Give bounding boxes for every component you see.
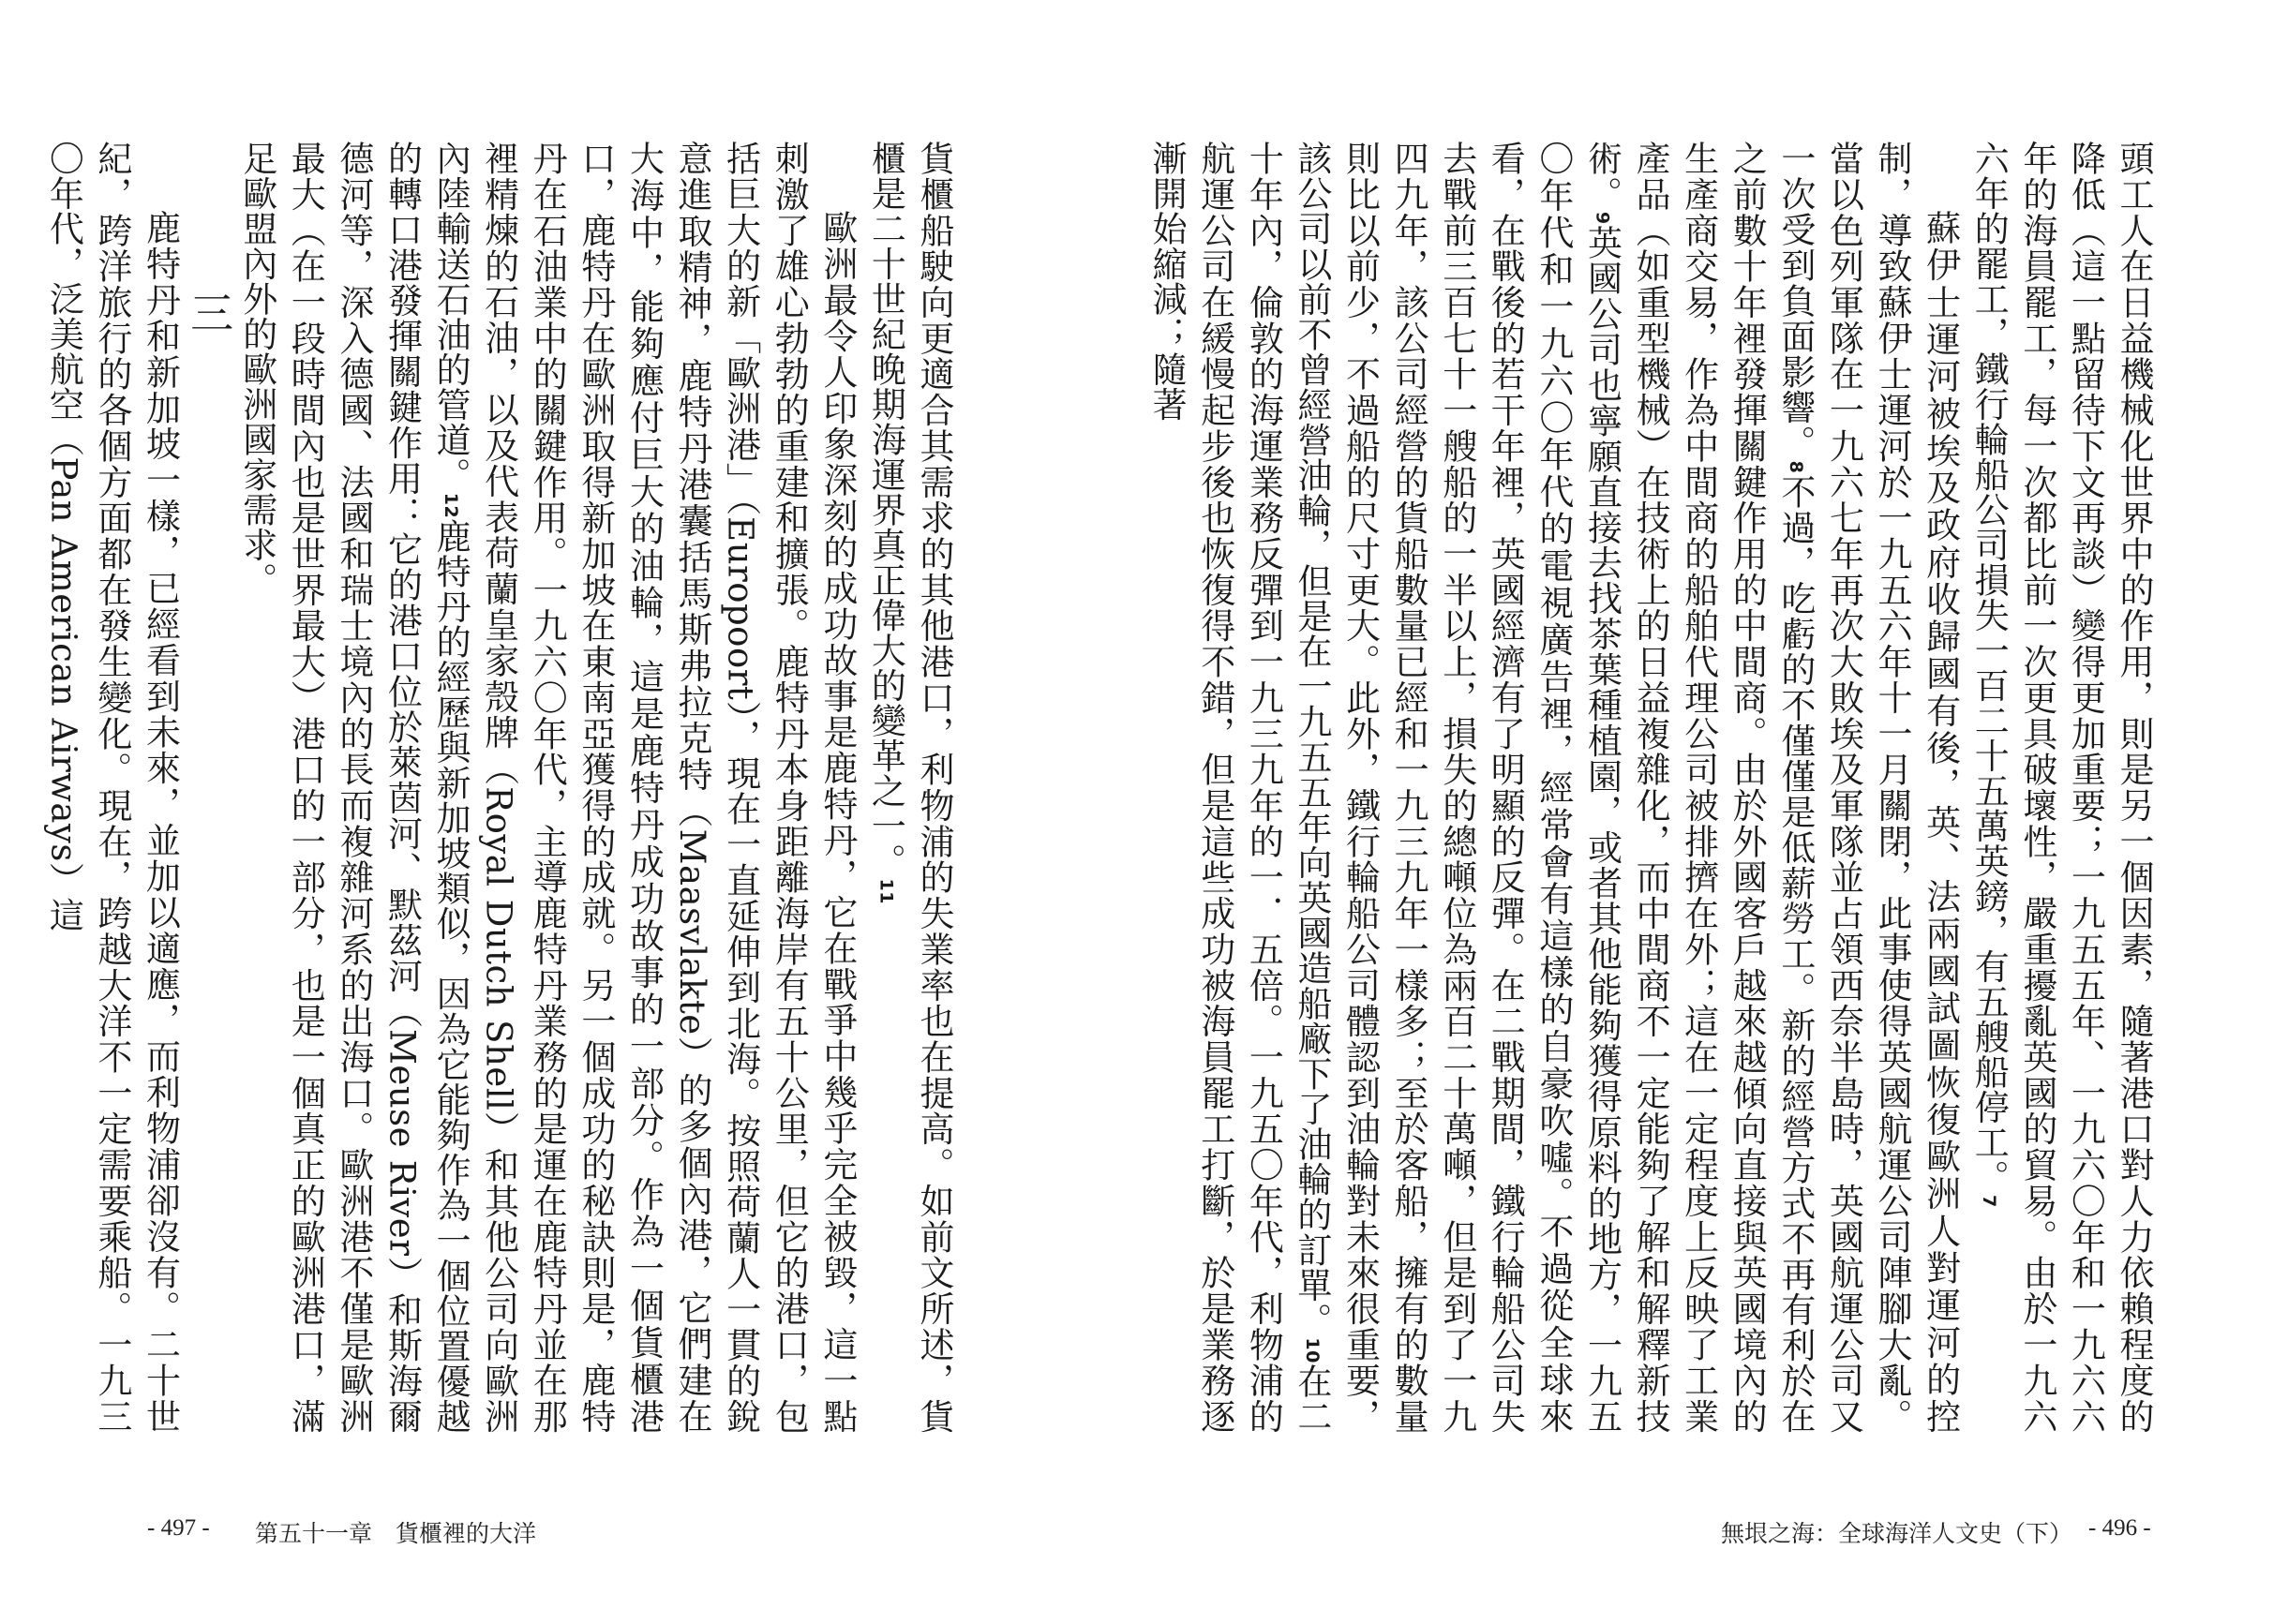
right-page-body [1146,141,2158,1435]
footnote-marker: 12 [441,492,462,519]
paragraph-text: 貨櫃船駛向更適合其需求的其他港口，利物浦的失業率也在提高。如前文所述，貨櫃是二十世紀晚期海運界真正偉大的變革之一。 [865,141,954,1434]
section-heading: 三 [184,291,235,334]
left-page-body [43,141,958,1435]
paragraph [1965,141,2158,1434]
running-head: 第五十一章 貨櫃裡的大洋 [255,1522,537,1547]
paragraph-text-continued: 不過，吃虧的不僅僅是低薪勞工。新的經營方式不再有利於在之前數十年裡發揮關鍵作用的中間商。由於外國客戶越來越傾向直接與英國境內的生產商交易，作為中間商的船舶代理公司被排擠在外；這在一定程度上反映了工業產品（如重型機械）在技術上的日益複雜化，而中間商不一定能夠了解和解釋新技術。 [1581,141,1816,1435]
footnote-marker: 10 [1301,1337,1323,1363]
paragraph-text-continued: 英國公司也寧願直接去找茶葉種植園，或者其他能夠獲得原料的地方，一九五〇年代和一九六〇年代的電視廣告裡，經常會有這樣的自豪吹噓。不過從全球來看，在戰後的若干年裡，英國經濟有了明顯的反彈。在二戰期間，鐵行輪船公司失去戰前三百七十一艘船的一半以上，損失的總噸位為兩百二十萬噸，但是到了一九四九年，該公司經營的貨船數量已經和一九三九年一樣多；至於客船，擁有的數量則比以前少，不過船的尺寸更大。此外，鐵行輪船公司體認到油輪對未來很重要，該公司以前不曾經營油輪，但是在一九五五年向英國造船廠下了油輪的訂單。 [1291,141,1623,1435]
paragraph [1143,141,1965,1434]
paragraph [861,141,958,1434]
paragraph-text-continued: 鹿特丹的經歷與新加坡類似，因為它能夠作為一個位置優越的轉口港發揮關鍵作用：它的港口位於萊茵河、默茲河（Meuse River）和斯海爾德河等，深入德國、法國和瑞士境內的長而複雜河系的出海口。歐洲港不僅是歐洲最大（在一段時間內也是世界最大）港口的一部分，也是一個真正的歐洲港口，滿足歐盟內外的歐洲國家需求。 [236,141,471,1435]
right-page [1144,0,2288,1624]
paragraph-text-continued: 在二十年內，倫敦的海運業務反彈到一九三九年的一．五倍。一九五〇年代，利物浦的航運公司在緩慢起步後也恢復得不錯，但是這些成功被海員罷工打斷，於是業務逐漸開始縮減；隨著 [1146,141,1332,1435]
paragraph-text: 蘇伊士運河被埃及政府收歸國有後，英、法兩國試圖恢復歐洲人對運河的控制，導致蘇伊士運河於一九五六年十一月關閉，此事使得英國航運公司陣腳大亂。當以色列軍隊在一九六七年再次大敗埃及軍隊並占領西奈半島時，英國航運公司又一次受到負面影響。 [1774,141,1961,1434]
paragraph: 鹿特丹和新加坡一樣，已經看到未來，並加以適應，而利物浦卻沒有。二十世紀，跨洋旅行的各個方面都在發生變化。現在，跨越大洋不一定需要乘船。一九三〇年代，泛美航空（Pan American Airways）這 [43,141,181,1434]
paragraph-text: 歐洲最令人印象深刻的成功故事是鹿特丹，它在戰爭中幾乎完全被毀，這一點刺激了雄心勃勃的重建和擴張。鹿特丹本身距離海岸有五十公里，但它的港口，包括巨大的新「歐洲港」（Europoort），現在一直延伸到北海。按照荷蘭人一貫的銳意進取精神，鹿特丹港囊括馬斯弗拉克特（Maasvlakte）的多個內港，它們建在大海中，能夠應付巨大的油輪，這是鹿特丹成功故事的一部分。作為一個貨櫃港口，鹿特丹在歐洲取得新加坡在東南亞獲得的成就。另一個成功的秘訣則是，鹿特丹在石油業中的關鍵作用。一九六〇年代，主導鹿特丹業務的是運在鹿特丹並在那裡精煉的石油，以及代表荷蘭皇家殼牌（Royal Dutch Shell）和其他公司向歐洲內陸輸送石油的管道。 [430,141,858,1434]
paragraph [232,141,861,1434]
paragraph-text: 頭工人在日益機械化世界中的作用，則是另一個因素，隨著港口對人力依賴程度的降低（這一點留待下文再談）變得更加重要；一九五五年、一九六〇年和一九六六年的海員罷工，每一次都比前一次更具破壞性，嚴重擾亂英國的貿易。由於一九六六年的罷工，鐵行輪船公司損失一百二十五萬英鎊，有五艘船停工。 [1968,141,2154,1434]
footnote-marker: 8 [1785,460,1806,474]
footnote-marker: 7 [1979,1195,2000,1208]
running-head: 無垠之海：全球海洋人文史（下） [1721,1522,2073,1547]
page-number: - 497 - [147,1515,210,1541]
footnote-marker: 9 [1592,211,1613,225]
page-number: - 496 - [2088,1515,2151,1541]
footnote-marker: 11 [875,878,897,904]
